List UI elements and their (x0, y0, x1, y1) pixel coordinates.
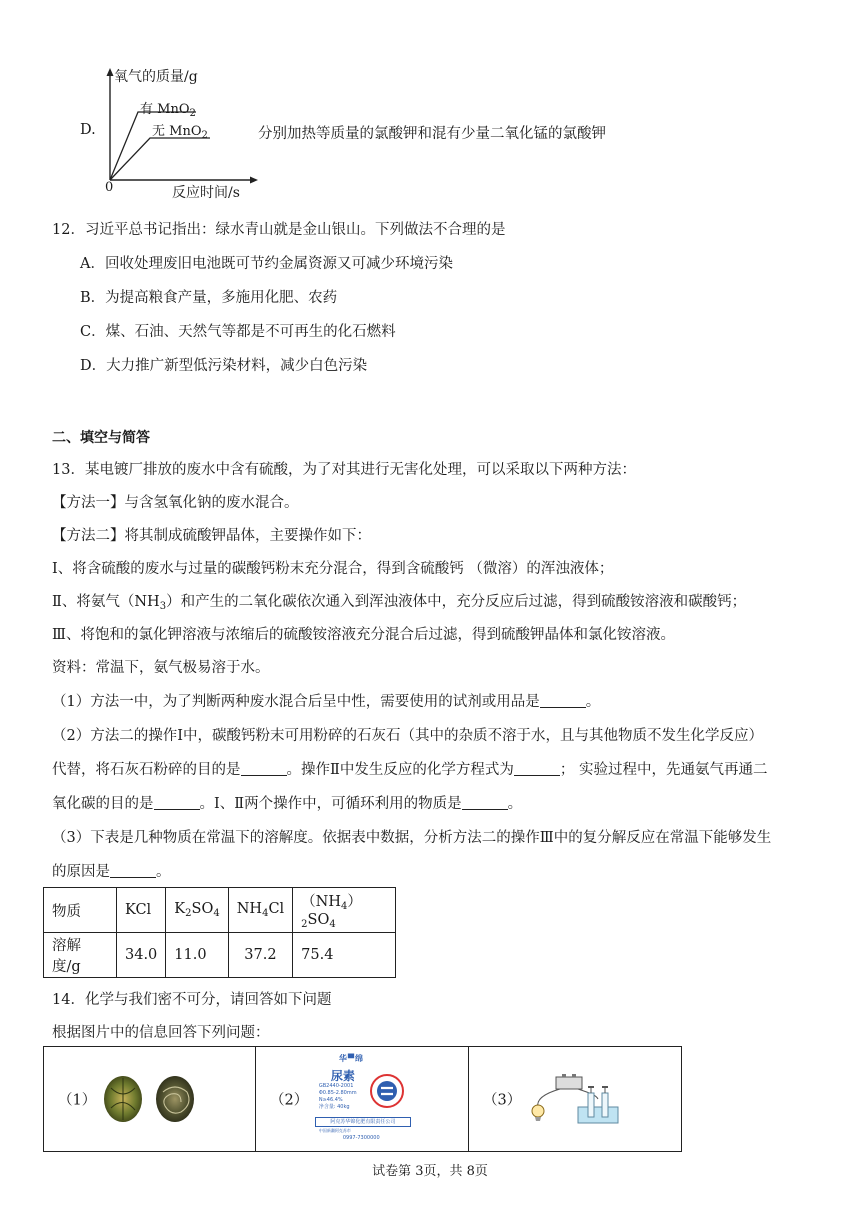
fertilizer-title: 尿素 (330, 1069, 355, 1083)
lamp-icon (532, 1105, 544, 1117)
q13-method2 (52, 524, 371, 545)
fertilizer-phone: 0997-7300000 (342, 1135, 380, 1141)
cell-label: （1） (58, 1092, 97, 1109)
table-cell: 物质 (44, 888, 117, 933)
table-row (44, 933, 396, 978)
graph-x-arrow (250, 177, 258, 184)
table-row (44, 1047, 682, 1152)
q13-step2: Ⅱ、将氨气$(NH_3)$和产生的二氧化碳依次通入到浑浊液体中，充分反应后过滤，得到硫酸铵溶液和碳酸钙； (52, 594, 747, 612)
battery-icon (556, 1077, 582, 1089)
q12-option-d: D．大力推广新型低污染材料，减少白色污染 (80, 358, 368, 374)
fertilizer-company: 阿克苏华锦化肥有限责任公司 (315, 1117, 411, 1127)
certification-seal-icon (369, 1073, 405, 1109)
table-cell: $NH_4Cl$ (228, 888, 292, 933)
table-cell: 75.4 (293, 933, 396, 978)
graph-origin-label: 0 (105, 180, 114, 195)
urea-fertilizer-bag (313, 1053, 411, 1145)
q13-part2-line1: （2）方法二的操作Ⅰ中，碳酸钙粉末可用粉碎的石灰石（其中的杂质不溶于水，且与其他物质不发生化学反应） (52, 728, 763, 744)
q14-intro: 根据图片中的信息回答下列问题： (52, 1025, 270, 1041)
fertilizer-spec-list: GB2440-2001 Φ0.85-2.80mm N≥46.4% 净含量: 40kg (318, 1083, 357, 1110)
brand-logo-icon: 华▀绵 (338, 1054, 364, 1063)
picture-cell-1 (44, 1047, 256, 1152)
answer-blank[interactable] (514, 761, 560, 776)
fertilizer-address: 中国新疆阿克苏市 (318, 1128, 351, 1133)
graph-label-without-mno2: 无 MnO$_2$ (152, 124, 208, 141)
water-trough-icon (578, 1107, 618, 1123)
solubility-table (43, 887, 396, 978)
answer-blank[interactable] (462, 795, 508, 810)
q13-stem: 13．某电镀厂排放的废水中含有硫酸，为了对其进行无害化处理，可以采取以下两种方法： (52, 462, 636, 478)
curled-leaf-icon (156, 1076, 194, 1122)
q13-part2-line2: 代替，将石灰石粉碎的目的是 。操作Ⅱ中发生反应的化学方程式为 ； 实验过程中，先通氨气再通二 (52, 762, 768, 778)
answer-blank[interactable] (241, 761, 287, 776)
q14-stem: 14．化学与我们密不可分，请回答如下问题 (52, 992, 332, 1008)
answer-blank[interactable] (110, 863, 156, 878)
picture-cell-3 (469, 1047, 682, 1152)
table-cell: $K_2SO_4$ (166, 888, 228, 933)
cell-label: （2） (270, 1092, 309, 1109)
table-cell: KCl (117, 888, 166, 933)
q13-step1: Ⅰ、将含硫酸的废水与过量的碳酸钙粉末充分混合，得到含硫酸钙 （微溶）的浑浊液体； (52, 561, 614, 577)
answer-blank[interactable] (540, 693, 586, 708)
q13-part3-line2: 的原因是 。 (52, 864, 171, 880)
answer-blank[interactable] (154, 795, 200, 810)
method2-tag: 【方法二】 (52, 528, 125, 544)
q13-part1: （1）方法一中，为了判断两种废水混合后呈中性，需要使用的试剂或用品是 。 (52, 694, 601, 710)
method2-text: 将其制成硫酸钾晶体，主要操作如下： (124, 528, 371, 544)
option-d-text: 分别加热等质量的氯酸钾和混有少量二氧化锰的氯酸钾 (258, 126, 606, 142)
method1-text: 与含氢氧化钠的废水混合。 (124, 495, 299, 511)
q12-option-b: B．为提高粮食产量，多施用化肥、农药 (80, 290, 338, 306)
option-d-label: D. (80, 122, 96, 138)
q13-step3: Ⅲ、将饱和的氯化钾溶液与浓缩后的硫酸铵溶液充分混合后过滤，得到硫酸钾晶体和氯化铵溶液。 (52, 627, 675, 643)
q12-option-a: A．回收处理废旧电池既可节约金属资源又可减少环境污染 (80, 256, 453, 272)
graph-label-with-mno2: 有 MnO$_2$ (140, 102, 196, 119)
method1-tag: 【方法一】 (52, 495, 125, 511)
leaf-images (101, 1074, 221, 1124)
picture-cell-2 (256, 1047, 469, 1152)
q13-part3-line1: （3）下表是几种物质在常温下的溶解度。依据表中数据，分析方法二的操作Ⅲ中的复分解反应在常温下能够发生 (52, 830, 772, 846)
q14-picture-table (43, 1046, 682, 1152)
graph-x-axis-label: 反应时间/s (172, 185, 240, 201)
section-title: 二、填空与简答 (52, 430, 150, 446)
page-footer: 试卷第 3页，共 8页 (372, 1164, 488, 1179)
table-cell: 11.0 (166, 933, 228, 978)
electrolysis-apparatus-icon (526, 1071, 622, 1127)
q13-info: 资料：常温下，氨气极易溶于水。 (52, 660, 270, 676)
graph-y-arrow (107, 68, 114, 76)
table-row (44, 888, 396, 933)
q12-stem: 12．习近平总书记指出：绿水青山就是金山银山。下列做法不合理的是 (52, 222, 506, 238)
q12-option-c: C．煤、石油、天然气等都是不可再生的化石燃料 (80, 324, 396, 340)
q13-part2-line3: 氧化碳的目的是 。Ⅰ、Ⅱ两个操作中，可循环利用的物质是 。 (52, 796, 523, 812)
cell-label: （3） (483, 1092, 522, 1109)
table-cell: 37.2 (228, 933, 292, 978)
table-cell: $(NH_4)_2SO_4$ (293, 888, 396, 933)
q13-method1 (52, 491, 299, 512)
table-cell: 34.0 (117, 933, 166, 978)
graph-y-axis-label: 氧气的质量/g (114, 69, 198, 85)
table-cell: 溶解度/g (44, 933, 117, 978)
